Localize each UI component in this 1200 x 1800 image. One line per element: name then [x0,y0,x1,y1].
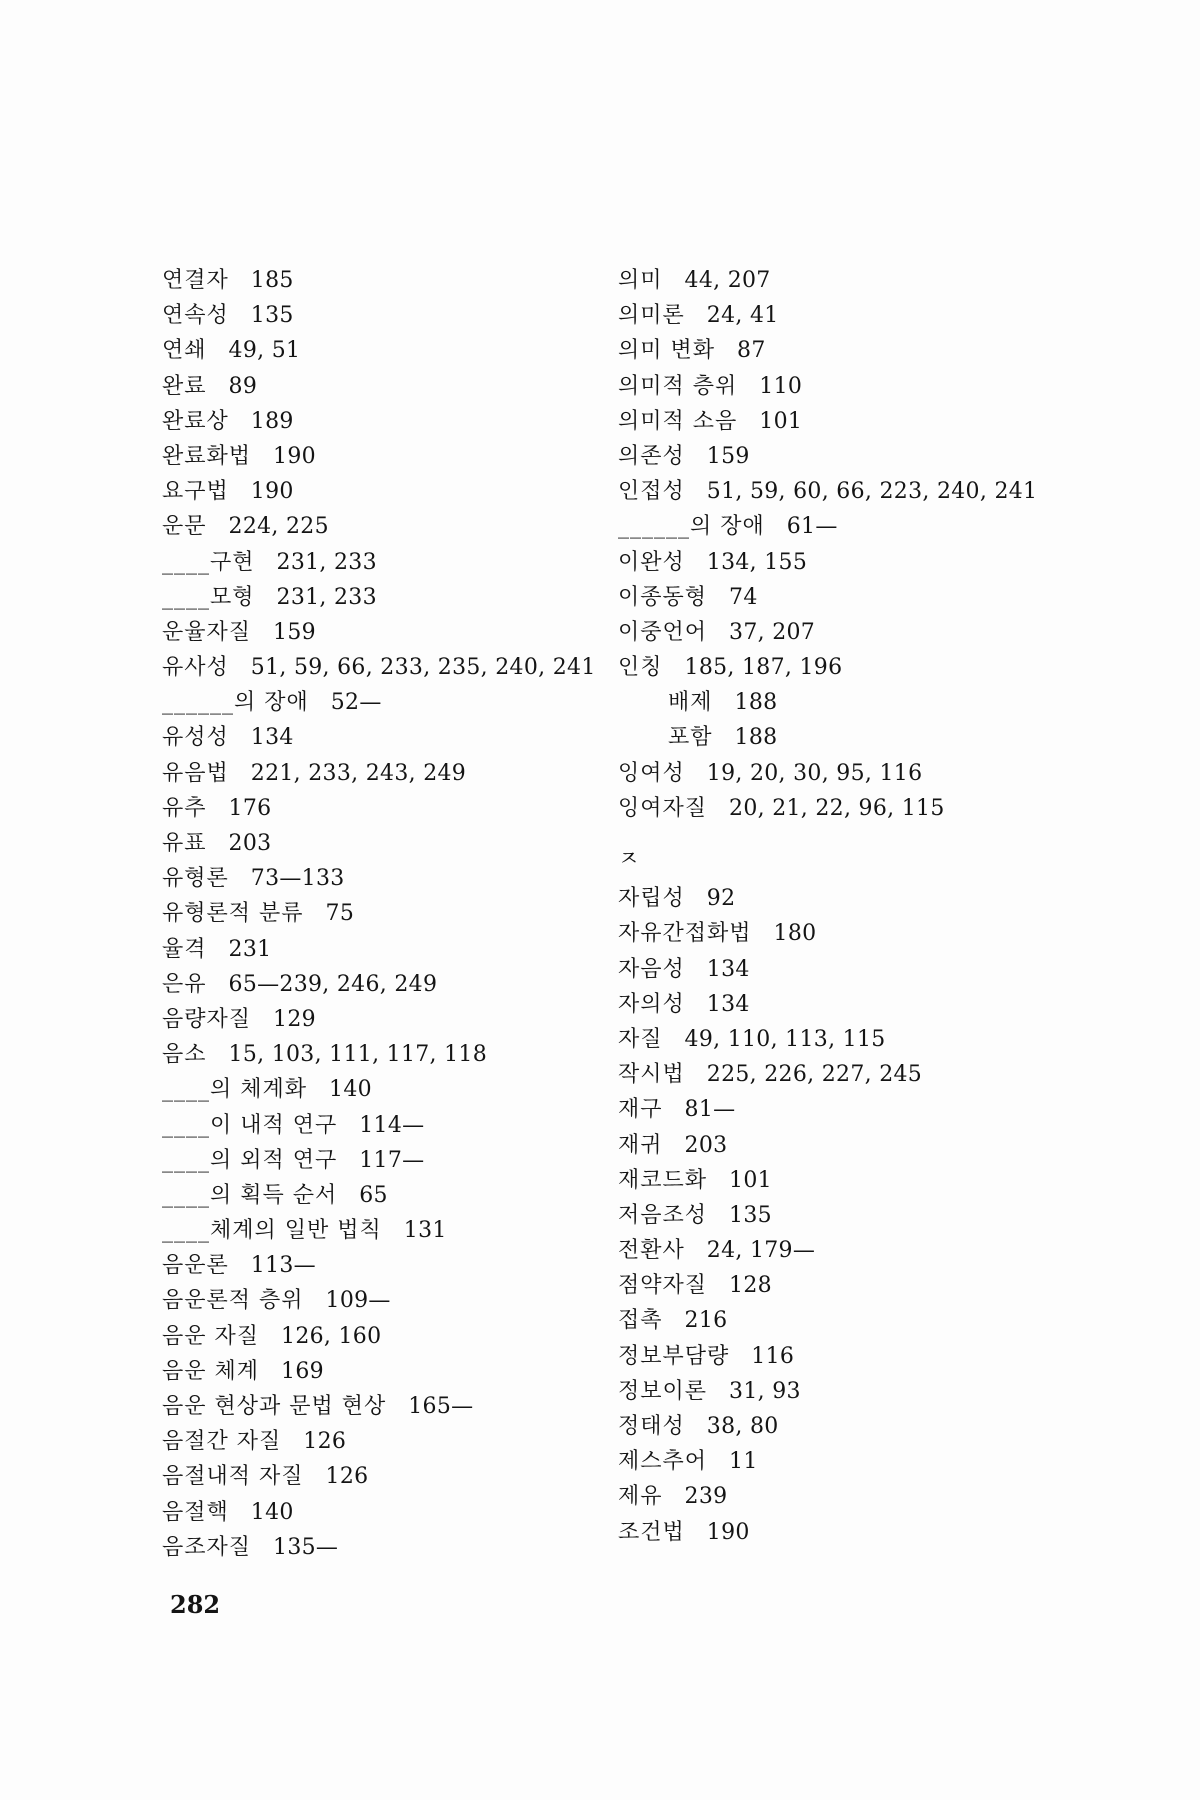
index-entry [162,1530,602,1565]
index-pages: 140 [329,1077,372,1103]
index-term: 완료화법 [162,443,252,469]
index-pages: 126, 160 [281,1323,382,1349]
index-entry [618,791,1038,826]
page-number: 282 [170,1590,221,1619]
index-term: 유성성 [162,725,229,751]
index-term: 자의성 [618,991,685,1017]
index-entry [618,881,1038,916]
index-entry [162,967,602,1002]
index-pages: 190 [250,479,294,505]
index-entry [162,1354,602,1389]
index-pages: 113— [250,1253,316,1279]
index-entry [618,952,1038,987]
index-pages: 114— [359,1112,425,1138]
index-pages: 185 [250,268,294,293]
index-term: 자립성 [618,886,685,912]
index-entry [618,1515,1038,1550]
index-entry [162,685,602,720]
index-entry [162,1213,602,1248]
index-pages: 216 [684,1308,728,1334]
index-section-heading [618,842,1038,877]
index-pages: 203 [684,1132,728,1158]
index-pages: 169 [281,1358,324,1384]
index-pages: 101 [759,408,803,434]
index-pages: 134 [706,956,750,982]
index-pages: 24, 41 [706,303,779,329]
index-pages: 140 [250,1499,294,1525]
index-term: 의미 변화 [618,338,716,364]
index-entry [618,474,1038,509]
index-entry [618,580,1038,615]
index-term: 정보이론 [618,1378,708,1404]
index-entry [618,987,1038,1022]
index-column-right [618,263,1038,1550]
index-term: 완료 [162,373,207,399]
index-pages: 117— [359,1147,425,1173]
index-column-left [162,263,602,1565]
index-pages: 159 [273,619,316,645]
index-term: 유표 [162,831,207,856]
index-term: 음운 현상과 문법 현상 [162,1394,387,1419]
index-pages: 31, 93 [729,1378,801,1404]
index-entry [162,1495,602,1530]
index-pages: 189 [250,408,294,434]
index-term: 재코드화 [618,1167,708,1193]
index-term: 유음법 [162,760,229,786]
index-entry [618,615,1038,650]
index-term: 접촉 [618,1308,663,1334]
index-term: 음절간 자질 [162,1429,282,1455]
index-entry [618,1022,1038,1057]
index-entry [618,1409,1038,1444]
index-entry [162,1283,602,1318]
index-entry [618,1303,1038,1338]
index-pages: 185, 187, 196 [684,655,843,681]
index-term: 조건법 [618,1519,685,1545]
index-pages: 109— [325,1288,391,1314]
index-term: 자질 [618,1026,663,1052]
index-entry [162,1143,602,1178]
index-term: 운율자질 [162,619,252,645]
index-pages: 101 [729,1167,772,1193]
index-term: ______의 장애 [618,514,765,540]
index-term: 인접성 [618,479,685,505]
index-pages: 37, 207 [729,619,816,645]
index-term: ____의 획득 순서 [162,1182,338,1208]
index-term: ____체계의 일반 법칙 [162,1218,382,1244]
index-pages: 51, 59, 66, 233, 235, 240, 241 [250,655,596,681]
index-term: ____의 외적 연구 [162,1147,338,1173]
index-entry [618,509,1038,544]
index-entry [618,1128,1038,1163]
index-term: 연쇄 [162,338,207,364]
index-term: ____이 내적 연구 [162,1112,338,1138]
index-term: 포함 [668,725,713,751]
index-pages: 92 [706,886,736,912]
index-entry [162,545,602,580]
index-term: 의미적 소음 [618,408,738,434]
index-term: 율격 [162,936,207,962]
index-pages: 49, 51 [228,338,301,364]
index-pages: 128 [729,1273,772,1299]
index-pages: 135 [729,1202,772,1228]
index-pages: 225, 226, 227, 245 [706,1062,923,1088]
index-entry [618,1198,1038,1233]
index-term: 의미론 [618,303,685,329]
index-pages: 52— [330,690,382,716]
index-entry [162,1108,602,1143]
index-pages: 190 [273,443,316,469]
index-term: 음량자질 [162,1006,252,1032]
index-entry [618,916,1038,951]
index-pages: 89 [228,373,258,399]
index-entry [162,615,602,650]
index-pages: 224, 225 [228,514,329,540]
index-term: 요구법 [162,479,229,505]
index-term: 유사성 [162,655,229,681]
index-pages: 231, 233 [276,584,377,610]
index-pages: 61— [786,514,838,540]
index-entry [618,263,1038,298]
index-pages: 49, 110, 113, 115 [684,1026,886,1052]
index-pages: 81— [684,1097,736,1123]
index-entry [162,474,602,509]
index-entry [162,1459,602,1494]
index-pages: 51, 59, 60, 66, 223, 240, 241 [706,479,1038,505]
index-pages: 87 [737,338,766,364]
index-entry [162,791,602,826]
index-entry [618,1479,1038,1514]
index-entry [162,1037,602,1072]
index-term: 의미 [618,268,663,293]
index-term: 은유 [162,971,207,997]
index-term: 자음성 [618,956,685,982]
index-pages: 24, 179— [706,1238,816,1264]
index-entry [162,439,602,474]
index-term: 음운론적 층위 [162,1288,304,1314]
index-pages: 75 [325,901,355,927]
index-entry [618,650,1038,685]
index-term: ______의 장애 [162,690,309,716]
index-entry [162,298,602,333]
index-term: 자유간접화법 [618,921,752,947]
index-pages: 180 [773,921,817,947]
index-pages: 203 [228,831,272,856]
index-pages: 11 [729,1449,758,1475]
index-entry [162,720,602,755]
index-term: 작시법 [618,1062,685,1088]
index-pages: 38, 80 [706,1414,779,1439]
index-pages: 126 [325,1464,369,1490]
index-term: 이완성 [618,549,685,575]
index-entry [162,826,602,861]
index-entry [162,650,602,685]
index-entry [162,509,602,544]
index-entry [162,263,602,298]
index-entry [162,1248,602,1283]
index-pages: 20, 21, 22, 96, 115 [729,795,945,821]
index-entry [618,1268,1038,1303]
index-term: 유추 [162,795,207,821]
index-term: 의존성 [618,443,685,469]
index-term: ____구현 [162,549,255,575]
index-pages: 126 [303,1429,347,1455]
index-pages: 176 [228,795,272,821]
index-pages: 116 [751,1343,795,1369]
index-pages: 231 [228,936,272,962]
index-term: 음절핵 [162,1499,229,1525]
index-term: 정태성 [618,1414,685,1439]
index-entry [162,1424,602,1459]
index-entry [162,1389,602,1424]
index-entry [618,720,1038,755]
index-entry [618,439,1038,474]
index-entry [618,756,1038,791]
index-entry [162,404,602,439]
index-entry [618,333,1038,368]
index-term: 운문 [162,514,207,540]
index-pages: 19, 20, 30, 95, 116 [706,760,923,786]
index-pages: 231, 233 [276,549,377,575]
index-pages: 239 [684,1484,728,1510]
index-pages: 129 [273,1006,316,1032]
index-pages: 134 [706,991,750,1017]
index-term: 잉여자질 [618,795,708,821]
index-entry [162,369,602,404]
index-entry [162,1072,602,1107]
index-entry [162,1319,602,1354]
index-term: 점약자질 [618,1273,708,1299]
index-term: 음조자질 [162,1534,252,1560]
index-term: ____모형 [162,584,255,610]
index-pages: 15, 103, 111, 117, 118 [228,1042,488,1068]
index-term: 전환사 [618,1238,685,1264]
index-pages: 65—239, 246, 249 [228,971,438,997]
index-term: 유형론 [162,866,229,892]
index-term: 완료상 [162,408,229,434]
index-pages: 188 [734,690,778,716]
index-entry [618,1057,1038,1092]
index-term: 유형론적 분류 [162,901,304,927]
index-term: 이중언어 [618,619,708,645]
index-entry [618,1374,1038,1409]
index-entry [618,685,1038,720]
index-entry [618,404,1038,439]
index-pages: 135— [273,1534,339,1560]
index-term: 음소 [162,1042,207,1068]
index-entry [162,1002,602,1037]
index-entry [618,1233,1038,1268]
index-term: 음운 자질 [162,1323,260,1349]
index-term: 재귀 [618,1132,663,1158]
index-term: ㅈ [618,847,641,872]
index-term: 배제 [668,690,713,716]
index-entry [618,298,1038,333]
index-pages: 159 [706,443,750,469]
index-pages: 131 [403,1218,447,1244]
index-entry [162,861,602,896]
index-term: 제유 [618,1484,663,1510]
index-entry [618,545,1038,580]
index-pages: 188 [734,725,778,751]
index-term: 음운 체계 [162,1358,260,1384]
index-entry [618,1163,1038,1198]
index-entry [162,756,602,791]
index-entry [162,580,602,615]
index-term: 의미적 층위 [618,373,738,399]
index-entry [162,896,602,931]
index-entry [162,1178,602,1213]
index-pages: 44, 207 [684,268,771,293]
index-term: 음운론 [162,1253,229,1279]
index-term: 인칭 [618,655,663,681]
index-pages: 65 [359,1182,388,1208]
index-entry [162,333,602,368]
index-entry [162,932,602,967]
index-pages: 134 [250,725,294,751]
index-entry [618,1092,1038,1127]
index-pages: 165— [408,1394,474,1419]
index-pages: 74 [729,584,758,610]
index-entry [618,1339,1038,1374]
index-term: 연속성 [162,303,229,329]
index-pages: 73—133 [250,866,345,892]
index-term: 이종동형 [618,584,708,610]
index-pages: 190 [706,1519,750,1545]
index-entry [618,1444,1038,1479]
index-term: 음절내적 자질 [162,1464,304,1490]
index-pages: 135 [250,303,294,329]
index-term: 정보부담량 [618,1343,730,1369]
index-term: ____의 체계화 [162,1077,308,1103]
index-pages: 134, 155 [706,549,808,575]
index-term: 잉여성 [618,760,685,786]
index-pages: 110 [759,373,803,399]
index-pages: 221, 233, 243, 249 [250,760,467,786]
index-term: 저음조성 [618,1202,708,1228]
index-term: 연결자 [162,268,229,293]
index-term: 재구 [618,1097,663,1123]
index-term: 제스추어 [618,1449,708,1475]
index-entry [618,369,1038,404]
